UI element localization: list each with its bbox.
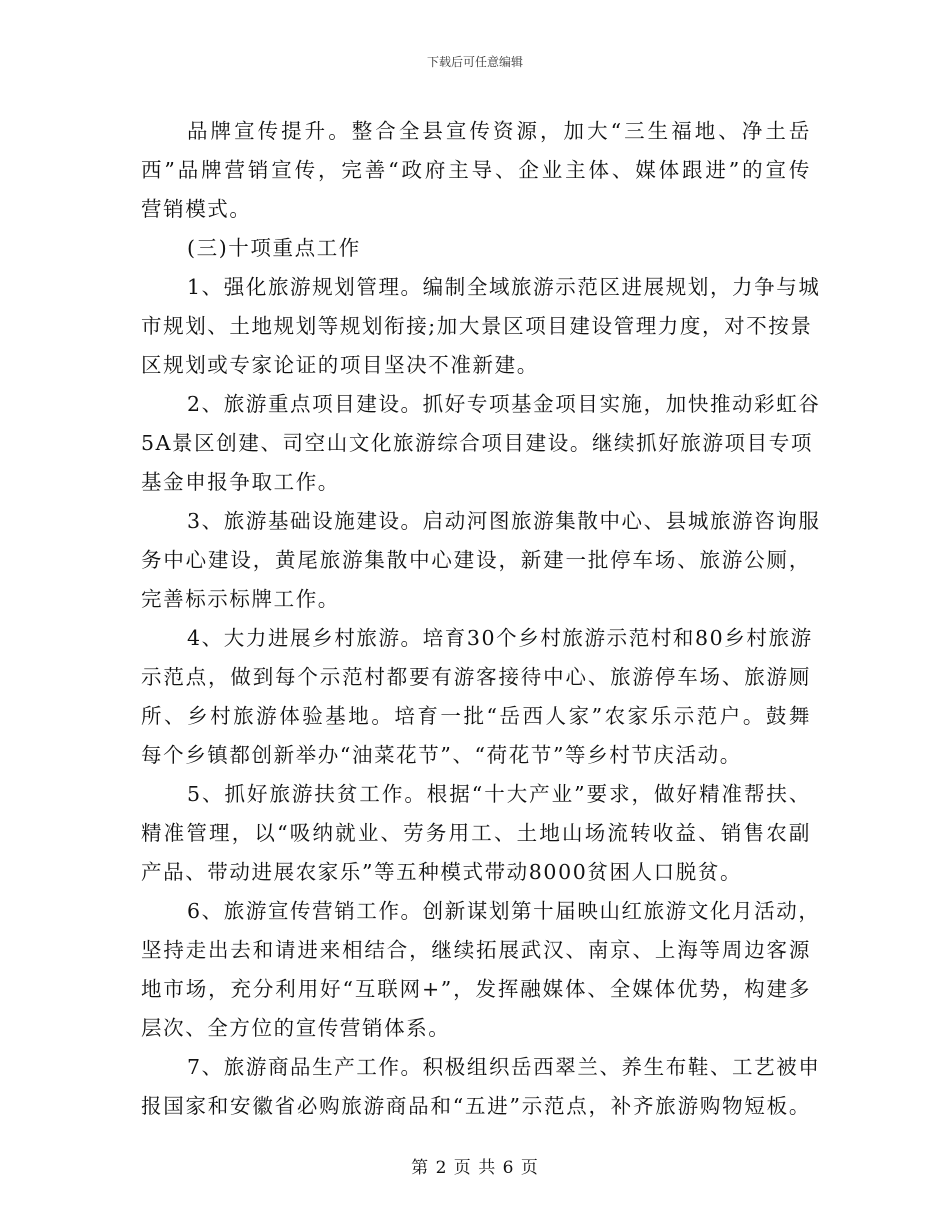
- text-line: 区规划或专家论证的项目坚决不准新建。: [141, 353, 539, 377]
- text-line: 3、旅游基础设施建设。启动河图旅游集散中心、县城旅游咨询服: [187, 509, 821, 533]
- document-body: [141, 112, 821, 1126]
- text-line: 1、强化旅游规划管理。编制全域旅游示范区进展规划，力争与城: [187, 275, 821, 299]
- text-line: 品牌宣传提升。整合全县宣传资源，加大“三生福地、净土岳: [187, 119, 811, 143]
- text-line: 基金申报争取工作。: [141, 470, 340, 494]
- text-line: 市规划、土地规划等规划衔接;加大景区项目建设管理力度，对不按景: [141, 314, 813, 338]
- text-line: 7、旅游商品生产工作。积极组织岳西翠兰、养生布鞋、工艺被申: [187, 1055, 821, 1079]
- text-line: 西”品牌营销宣传，完善“政府主导、企业主体、媒体跟进”的宣传: [141, 158, 811, 182]
- text-line: 坚持走出去和请进来相结合，继续拓展武汉、南京、上海等周边客源: [141, 938, 811, 962]
- text-line: 每个乡镇都创新举办“油菜花节”、“荷花节”等乡村节庆活动。: [141, 743, 742, 767]
- page-footer: 第 2 页 共 6 页: [411, 1158, 539, 1178]
- text-line: 4、大力进展乡村旅游。培育30个乡村旅游示范村和80乡村旅游: [187, 626, 813, 650]
- text-line: 所、乡村旅游体验基地。培育一批“岳西人家”农家乐示范户。鼓舞: [141, 704, 811, 728]
- text-line: 地市场，充分利用好“互联网+”，发挥融媒体、全媒体优势，构建多: [141, 977, 811, 1001]
- text-line: 产品、带动进展农家乐”等五种模式带动8000贫困人口脱贫。: [141, 860, 743, 884]
- text-line: 层次、全方位的宣传营销体系。: [141, 1016, 451, 1040]
- text-line: (三)十项重点工作: [187, 236, 361, 260]
- text-line: 营销模式。: [141, 197, 252, 221]
- text-line: 示范点，做到每个示范村都要有游客接待中心、旅游停车场、旅游厕: [141, 665, 811, 689]
- text-line: 2、旅游重点项目建设。抓好专项基金项目实施，加快推动彩虹谷: [187, 392, 821, 416]
- text-line: 完善标示标牌工作。: [141, 587, 340, 611]
- text-line: 精准管理，以“吸纳就业、劳务用工、土地山场流转收益、销售农副: [141, 821, 811, 845]
- page-header: 下载后可任意编辑: [426, 55, 523, 69]
- text-line: 5A景区创建、司空山文化旅游综合项目建设。继续抓好旅游项目专项: [141, 431, 813, 455]
- text-line: 5、抓好旅游扶贫工作。根据“十大产业”要求，做好精准帮扶、: [187, 782, 811, 806]
- text-line: 6、旅游宣传营销工作。创新谋划第十届映山红旅游文化月活动，: [187, 899, 821, 923]
- text-line: 务中心建设，黄尾旅游集散中心建设，新建一批停车场、旅游公厕，: [141, 548, 811, 572]
- text-line: 报国家和安徽省必购旅游商品和“五进”示范点，补齐旅游购物短板。: [141, 1094, 811, 1118]
